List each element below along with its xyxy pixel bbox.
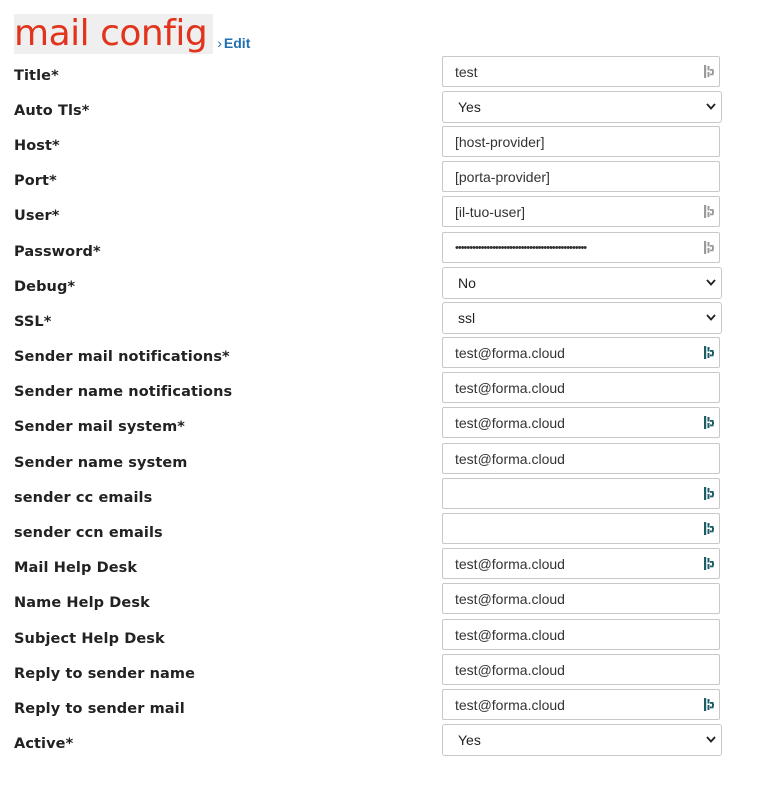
text-field[interactable] xyxy=(442,126,720,157)
text-input[interactable] xyxy=(455,233,695,262)
text-input[interactable] xyxy=(455,57,695,86)
select-field[interactable] xyxy=(442,302,722,334)
edit-link[interactable]: Edit xyxy=(223,35,251,51)
text-input[interactable] xyxy=(455,690,695,719)
field-label: Auto Tls* xyxy=(14,103,90,119)
breadcrumb-separator: › xyxy=(217,35,222,51)
text-input[interactable] xyxy=(455,197,695,226)
password-manager-icon[interactable] xyxy=(704,487,715,500)
select-value: Yes xyxy=(458,732,481,748)
text-input[interactable] xyxy=(455,162,695,191)
page-header xyxy=(14,14,250,54)
password-manager-icon[interactable] xyxy=(704,557,715,570)
field-label: Title* xyxy=(14,68,59,84)
field-label: Sender mail notifications* xyxy=(14,349,230,365)
text-field[interactable] xyxy=(442,372,720,403)
text-field[interactable] xyxy=(442,583,720,614)
text-field[interactable] xyxy=(442,654,720,685)
select-field[interactable] xyxy=(442,724,722,756)
text-input[interactable] xyxy=(455,655,695,684)
select-value: ssl xyxy=(458,310,476,326)
field-label: sender cc emails xyxy=(14,490,153,506)
text-input[interactable] xyxy=(455,127,695,156)
text-input[interactable] xyxy=(455,338,695,367)
password-manager-icon[interactable] xyxy=(704,241,715,254)
field-label: Mail Help Desk xyxy=(14,560,138,576)
field-label: Sender mail system* xyxy=(14,419,185,435)
chevron-down-icon xyxy=(705,275,717,289)
field-label: Debug* xyxy=(14,279,76,295)
field-label: Subject Help Desk xyxy=(14,631,165,647)
text-input[interactable] xyxy=(455,514,695,543)
page-title: mail config xyxy=(14,14,213,54)
form-row xyxy=(14,732,722,772)
text-field[interactable] xyxy=(442,689,720,720)
text-input[interactable] xyxy=(455,408,695,437)
text-input[interactable] xyxy=(455,620,695,649)
field-label: Port* xyxy=(14,173,57,189)
text-input[interactable] xyxy=(455,444,695,473)
password-manager-icon[interactable] xyxy=(704,205,715,218)
field-label: User* xyxy=(14,208,60,224)
field-label: sender ccn emails xyxy=(14,525,163,541)
text-field[interactable] xyxy=(442,443,720,474)
text-field[interactable] xyxy=(442,161,720,192)
text-field[interactable] xyxy=(442,407,720,438)
password-manager-icon[interactable] xyxy=(704,65,715,78)
field-label: Name Help Desk xyxy=(14,595,150,611)
select-field[interactable] xyxy=(442,267,722,299)
field-label: Sender name notifications xyxy=(14,384,233,400)
select-value: No xyxy=(458,275,476,291)
text-field[interactable] xyxy=(442,56,720,87)
password-manager-icon[interactable] xyxy=(704,346,715,359)
chevron-down-icon xyxy=(705,310,717,324)
field-label: Host* xyxy=(14,138,60,154)
field-label: Active* xyxy=(14,736,74,752)
text-field[interactable] xyxy=(442,232,720,263)
text-field[interactable] xyxy=(442,548,720,579)
chevron-down-icon xyxy=(705,732,717,746)
text-input[interactable] xyxy=(455,479,695,508)
breadcrumb xyxy=(217,35,250,51)
text-input[interactable] xyxy=(455,584,695,613)
chevron-down-icon xyxy=(705,99,717,113)
select-field[interactable] xyxy=(442,91,722,123)
text-field[interactable] xyxy=(442,337,720,368)
field-label: Sender name system xyxy=(14,455,188,471)
text-field[interactable] xyxy=(442,196,720,227)
password-manager-icon[interactable] xyxy=(704,416,715,429)
password-manager-icon[interactable] xyxy=(704,522,715,535)
field-label: Password* xyxy=(14,244,101,260)
text-field[interactable] xyxy=(442,478,720,509)
text-input[interactable] xyxy=(455,549,695,578)
field-label: Reply to sender name xyxy=(14,666,196,682)
text-field[interactable] xyxy=(442,513,720,544)
select-value: Yes xyxy=(458,99,481,115)
field-label: Reply to sender mail xyxy=(14,701,185,717)
password-manager-icon[interactable] xyxy=(704,698,715,711)
field-label: SSL* xyxy=(14,314,52,330)
text-input[interactable] xyxy=(455,373,695,402)
text-field[interactable] xyxy=(442,619,720,650)
